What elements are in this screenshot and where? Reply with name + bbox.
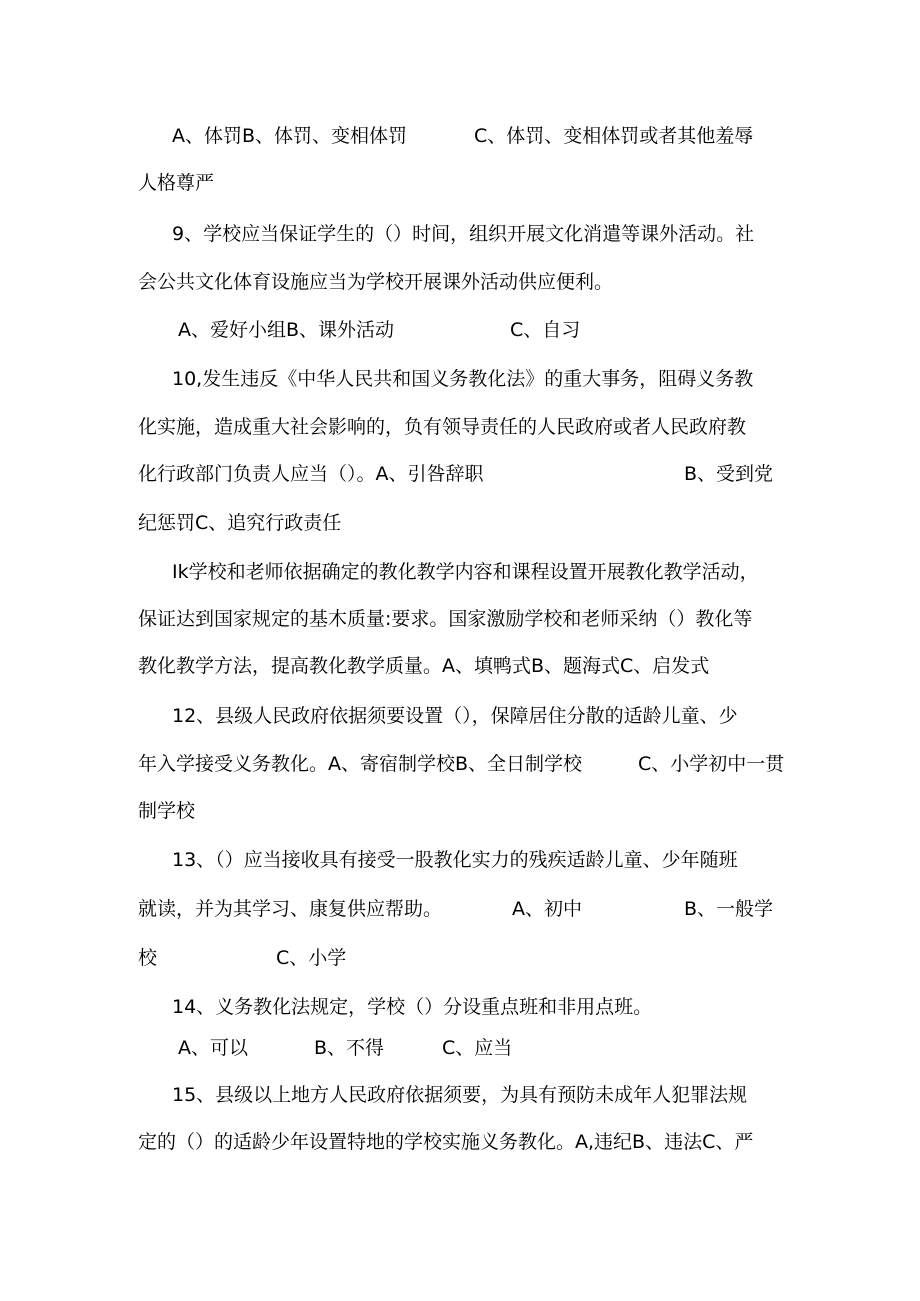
option-text: B、受到党 — [684, 463, 774, 485]
question-11-stem-line-1 — [0, 554, 920, 590]
question-14-stem-line-1 — [0, 989, 920, 1025]
question-text: 教化教学方法，提高教化教学质量。A、填鸭式B、题海式C、启发式 — [138, 655, 710, 677]
option-text: B、一般学 — [684, 898, 774, 920]
question-12-stem-line-1 — [0, 698, 920, 734]
question-13-options-line-1 — [0, 891, 920, 927]
option-text: A、体罚B、体罚、变相体罚 — [172, 125, 408, 147]
question-text: 保证达到国家规定的基木质量:要求。国家激励学校和老师采纳（）教化等 — [138, 608, 753, 630]
question-10-options-line-1 — [0, 456, 920, 492]
question-text: 9、学校应当保证学生的（）时间，组织开展文化消遣等课外活动。社 — [172, 223, 755, 245]
question-12-options-line-2 — [0, 793, 920, 829]
question-13-options-line-2 — [0, 940, 920, 976]
question-15-stem-line-2 — [0, 1124, 920, 1160]
question-10-options-line-2 — [0, 505, 920, 541]
option-text: 人格尊严 — [138, 172, 215, 194]
option-text: C、小学 — [276, 947, 347, 969]
option-text: C、体罚、变相体罚或者其他羞辱 — [474, 125, 754, 147]
question-text: Ik学校和老师依据确定的教化教学内容和课程设置开展教化教学活动， — [172, 561, 759, 583]
option-text: 制学校 — [138, 800, 196, 822]
option-text: C、应当 — [442, 1037, 513, 1059]
question-text: 化实施，造成重大社会影响的，负有领导责任的人民政府或者人民政府教 — [138, 416, 747, 438]
option-text: 就读，并为其学习、康复供应帮助。 — [138, 898, 443, 920]
question-15-stem-line-1 — [0, 1077, 920, 1113]
option-text: 年入学接受义务教化。A、寄宿制学校B、全日制学校 — [138, 753, 583, 775]
option-text: C、自习 — [510, 319, 581, 341]
option-text: C、小学初中一贯 — [638, 753, 785, 775]
option-text: B、不得 — [314, 1037, 385, 1059]
option-text: 校 — [138, 947, 158, 969]
option-text: 化行政部门负责人应当（）。A、引咎辞职 — [138, 463, 484, 485]
question-text: 15、县级以上地方人民政府依据须要，为具有预防未成年人犯罪法规 — [172, 1084, 748, 1106]
question-text: 14、义务教化法规定，学校（）分设重点班和非用点班。 — [172, 996, 653, 1018]
question-12-options-line-1 — [0, 746, 920, 782]
question-text: 会公共文化体育设施应当为学校开展课外活动供应便利。 — [138, 271, 614, 293]
question-11-stem-line-3 — [0, 648, 920, 684]
question-text: 12、县级人民政府依据须要设置（），保障居住分散的适龄儿童、少 — [172, 705, 738, 727]
question-9-stem-line-1 — [0, 216, 920, 252]
option-text: A、初中 — [512, 898, 582, 920]
option-text: A、可以 — [178, 1037, 248, 1059]
question-9-options-line-1 — [0, 312, 920, 348]
question-11-stem-line-2 — [0, 601, 920, 637]
question-14-options-line-1 — [0, 1030, 920, 1066]
question-10-stem-line-2 — [0, 409, 920, 445]
question-text: 定的（）的适龄少年设置特地的学校实施义务教化。A,违纪B、违法C、严 — [138, 1131, 754, 1153]
option-text: A、爱好小组B、课外活动 — [178, 319, 395, 341]
question-text: 13、（）应当接收具有接受一股教化实力的残疾适龄儿童、少年随班 — [172, 849, 738, 871]
question-text: 10,发生违反《中华人民共和国义务教化法》的重大事务，阻碍义务教 — [172, 368, 754, 390]
option-text: 纪惩罚C、追究行政责任 — [138, 512, 342, 534]
question-13-stem-line-1 — [0, 842, 920, 878]
question-9-stem-line-2 — [0, 264, 920, 300]
question-10-stem-line-1 — [0, 361, 920, 397]
question-8-options-line-2 — [0, 165, 920, 201]
question-8-options-line-1 — [0, 118, 920, 154]
